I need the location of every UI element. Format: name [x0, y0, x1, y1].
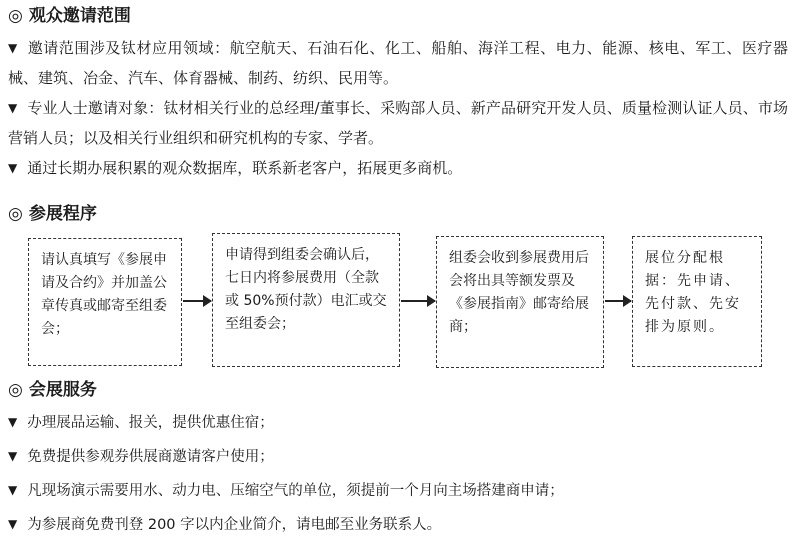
list-item [8, 406, 788, 440]
triangle-bullet-icon: ▼ [8, 517, 18, 531]
double-circle-icon: ◎ [8, 204, 23, 224]
services-item-1: 办理展品运输、报关，提供优惠住宿； [27, 415, 274, 431]
procedure-step-3-text: 组委会收到参展费用后会将出具等额发票及《参展指南》邮寄给展商； [449, 250, 589, 335]
services-item-4: 为参展商免费刊登 200 字以内企业简介，请电邮至业务联系人。 [27, 517, 442, 533]
procedure-step-4 [632, 236, 762, 367]
procedure-step-4-text: 展位分配根据：先申请、先付款、先安排为原则。 [645, 250, 741, 335]
procedure-step-2-text: 申请得到组委会确认后，七日内将参展费用（全款或 50%预付款）电汇或交至组委会； [225, 247, 387, 332]
procedure-step-3 [436, 236, 604, 368]
triangle-bullet-icon: ▼ [8, 161, 18, 175]
visitors-item-2: 专业人士邀请对象：钛材相关行业的总经理/董事长、采购部人员、新产品研究开发人员、质量检测认证人员、市场营销人员；以及相关行业组织和研究机构的专家、学者。 [8, 99, 788, 147]
procedure-step-1 [28, 238, 182, 366]
triangle-bullet-icon: ▼ [8, 449, 18, 463]
list-item [8, 153, 788, 183]
procedure-step-2 [212, 233, 400, 367]
list-item [8, 474, 788, 508]
triangle-bullet-icon: ▼ [8, 101, 18, 115]
right-arrow-icon [183, 300, 211, 302]
services-list [8, 406, 788, 542]
list-item [8, 440, 788, 474]
services-item-2: 免费提供参观券供展商邀请客户使用； [27, 449, 274, 465]
list-item [8, 508, 788, 542]
services-heading [8, 379, 97, 401]
procedure-title: 参展程序 [28, 204, 97, 224]
visitors-item-1: 邀请范围涉及钛材应用领域：航空航天、石油石化、化工、船舶、海洋工程、电力、能源、核电、军工、医疗器械、建筑、冶金、汽车、体育器械、制药、纺织、民用等。 [8, 39, 788, 87]
triangle-bullet-icon: ▼ [8, 41, 18, 55]
triangle-bullet-icon: ▼ [8, 415, 18, 429]
visitors-heading [8, 5, 131, 27]
right-arrow-icon [401, 300, 435, 302]
visitors-title: 观众邀请范围 [28, 6, 131, 26]
list-item [8, 93, 788, 153]
procedure-heading [8, 203, 97, 225]
list-item [8, 33, 788, 93]
visitors-list [8, 33, 788, 183]
services-title: 会展服务 [28, 380, 97, 400]
visitors-item-3: 通过长期办展积累的观众数据库，联系新老客户，拓展更多商机。 [27, 159, 463, 177]
services-item-3: 凡现场演示需要用水、动力电、压缩空气的单位，须提前一个月向主场搭建商申请； [27, 483, 564, 499]
double-circle-icon: ◎ [8, 380, 23, 400]
right-arrow-icon [605, 300, 631, 302]
double-circle-icon: ◎ [8, 6, 23, 26]
procedure-step-1-text: 请认真填写《参展申请及合约》并加盖公章传真或邮寄至组委会； [41, 252, 167, 337]
triangle-bullet-icon: ▼ [8, 483, 18, 497]
